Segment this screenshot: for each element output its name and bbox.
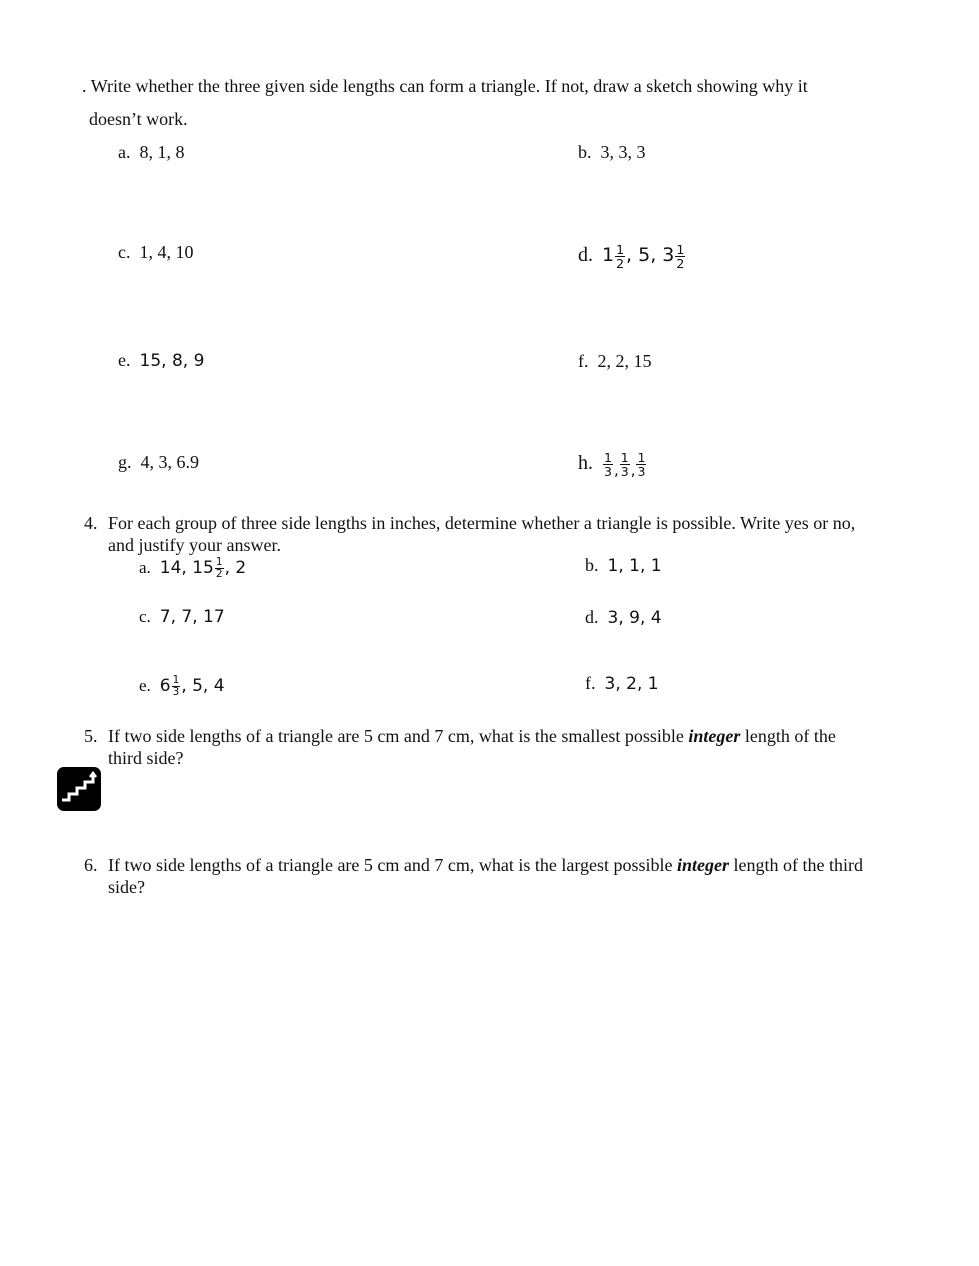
- q6-text-line2: side?: [108, 877, 145, 897]
- item-label: d.: [578, 244, 593, 267]
- stairs-step-icon-graphic: [57, 767, 101, 811]
- item-value: 3, 2, 1: [604, 674, 659, 694]
- item-label: e.: [118, 350, 131, 370]
- item-value: 3, 3, 3: [600, 142, 646, 162]
- q4-item-a: [139, 558, 246, 581]
- q3-item-a: [118, 141, 185, 163]
- fraction-numerator: 1: [637, 450, 646, 465]
- item-label: b.: [578, 142, 592, 162]
- fraction-numerator: 1: [620, 450, 629, 465]
- item-label: b.: [585, 555, 599, 575]
- fraction-denominator: 2: [616, 256, 625, 271]
- q3-item-e: [118, 350, 204, 371]
- q3-item-f: [578, 350, 652, 372]
- item-pre: 14, 15: [159, 558, 214, 579]
- item-value: 4, 3, 6.9: [140, 452, 199, 472]
- q6-question: [84, 854, 863, 898]
- q3-instruction-line1: [82, 75, 808, 97]
- item-value: 1, 1, 1: [607, 556, 662, 576]
- q4-text-line1: For each group of three side lengths in inches, determine whether a triangle is possible. Write yes or no,: [108, 513, 856, 533]
- item-label: f.: [578, 351, 589, 371]
- q4-number: 4.: [84, 513, 98, 533]
- q3-item-d: [578, 244, 686, 271]
- fraction-2: [675, 243, 685, 270]
- q3-text-line1: Write whether the three given side lengths can form a triangle. If not, draw a sketch showing why it: [90, 76, 808, 96]
- item-post: , 2: [224, 558, 247, 579]
- item-label: f.: [585, 673, 596, 693]
- fraction-separator: ,: [613, 461, 619, 480]
- fraction-numerator: 1: [215, 556, 223, 568]
- item-label: a.: [118, 142, 131, 162]
- fraction-denominator: 2: [676, 256, 685, 271]
- q6-text-pre: If two side lengths of a triangle are 5 cm and 7 cm, what is the largest possible: [108, 855, 678, 875]
- fraction-denominator: 3: [604, 464, 612, 479]
- fraction-separator: ,: [630, 461, 636, 480]
- fraction-denominator: 3: [637, 464, 646, 479]
- q4-question: [84, 512, 855, 556]
- item-post: , 5, 4: [181, 676, 225, 697]
- q5-text-post: length of the: [740, 726, 836, 746]
- item-label: g.: [118, 452, 132, 472]
- fraction-2: [620, 451, 630, 478]
- q5-text: [108, 725, 836, 769]
- q6-text: [108, 854, 863, 898]
- fraction-1: [615, 243, 625, 270]
- q4-item-b: [585, 555, 662, 576]
- fraction-denominator: 3: [620, 464, 629, 479]
- fraction-numerator: 1: [172, 674, 180, 686]
- item-value: 3, 9, 4: [607, 608, 662, 628]
- q3-instruction-line2: doesn’t work.: [89, 109, 188, 129]
- item-label: a.: [139, 558, 151, 578]
- item-value: 8, 1, 8: [139, 142, 185, 162]
- item-label: d.: [585, 607, 599, 627]
- q3-prefix: .: [82, 76, 87, 96]
- q4-text: [108, 512, 855, 556]
- q6-text-post: length of the third: [729, 855, 864, 875]
- q4-item-e: [139, 676, 225, 699]
- item-label: h.: [578, 452, 593, 475]
- q6-number: 6.: [84, 855, 98, 875]
- fraction-numerator: 1: [604, 450, 612, 465]
- fraction-denominator: 3: [172, 686, 180, 698]
- fraction-denominator: 2: [215, 568, 223, 580]
- fraction-numerator: 1: [676, 242, 685, 257]
- item-middle: , 5, 3: [626, 244, 675, 267]
- q4-item-d: [585, 607, 662, 628]
- fraction: [215, 557, 224, 580]
- q3-item-c: [118, 241, 194, 263]
- item-label: c.: [118, 242, 131, 262]
- q4-text-line2: and justify your answer.: [108, 535, 281, 555]
- q4-item-c: [139, 607, 225, 627]
- q3-item-g: [118, 451, 199, 473]
- item-label: e.: [139, 676, 151, 696]
- item-pre: 6: [159, 676, 171, 697]
- mixed-whole-1: 1: [602, 244, 615, 267]
- item-value: 2, 2, 15: [597, 351, 652, 371]
- q5-text-line2: third side?: [108, 748, 184, 768]
- q5-question: [84, 725, 836, 769]
- fraction: [172, 675, 181, 698]
- q5-number: 5.: [84, 726, 98, 746]
- fraction-3: [636, 451, 646, 478]
- q3-item-h: [578, 452, 647, 479]
- q6-emphasis: integer: [677, 855, 730, 875]
- q3-item-b: [578, 141, 646, 163]
- stairs-step-icon[interactable]: [57, 767, 101, 811]
- fraction-1: [603, 451, 613, 478]
- item-value: 7, 7, 17: [159, 607, 225, 627]
- item-value: 15, 8, 9: [139, 351, 205, 371]
- q5-emphasis: integer: [688, 726, 741, 746]
- item-label: c.: [139, 607, 151, 626]
- q5-text-pre: If two side lengths of a triangle are 5 cm and 7 cm, what is the smallest possible: [108, 726, 689, 746]
- fraction-numerator: 1: [616, 242, 625, 257]
- q4-item-f: [585, 673, 659, 694]
- item-value: 1, 4, 10: [139, 242, 194, 262]
